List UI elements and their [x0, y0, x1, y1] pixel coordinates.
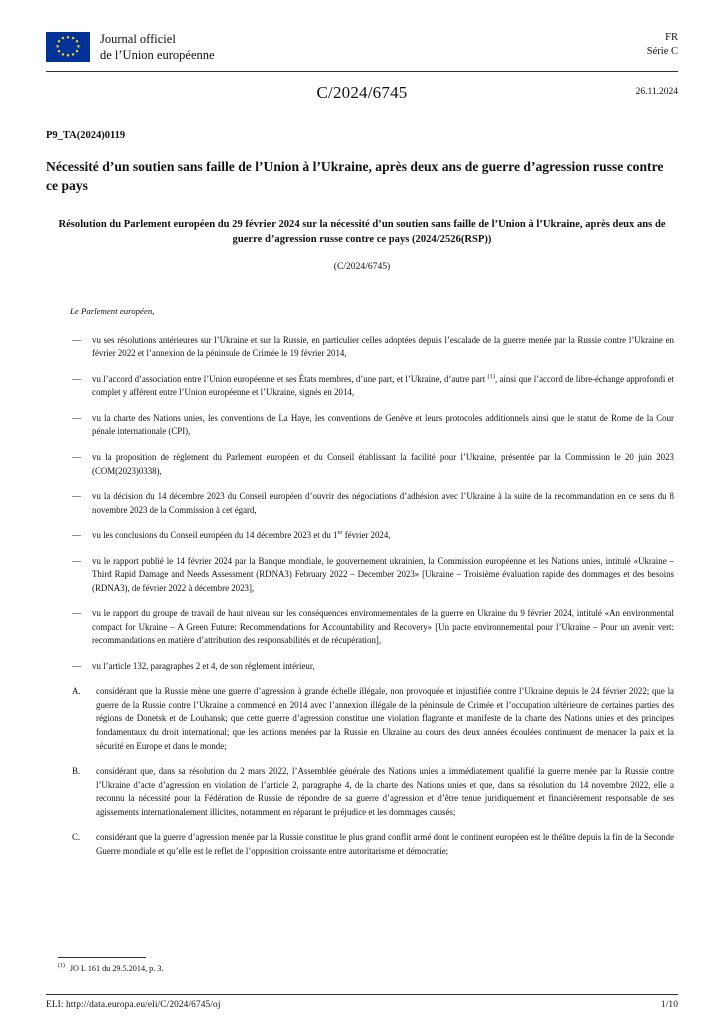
document-number: C/2024/6745 — [316, 82, 408, 102]
page-number: 1/10 — [660, 1000, 678, 1010]
recital-item — [70, 765, 674, 819]
recital-marker: A. — [72, 686, 81, 697]
citation-marker: — — [72, 412, 81, 423]
language-code: FR — [665, 32, 678, 43]
ordinal-suffix: er — [337, 529, 343, 537]
citation-item — [70, 529, 674, 543]
page-content — [46, 30, 678, 1014]
citation-item — [70, 555, 674, 596]
resolution-body — [46, 306, 678, 858]
page-footer — [46, 994, 678, 1010]
citation-item — [70, 334, 674, 361]
eu-flag-icon — [46, 32, 90, 62]
citation-text: vu la proposition de règlement du Parlement européen et du Conseil établissant la facilité pour l’Ukraine, présentée par la Commission le 20 juin 2023 (COM(2023)0338), — [92, 452, 674, 476]
masthead-divider — [46, 71, 678, 72]
recital-text: considérant que la guerre d’agression menée par la Russie constitue le plus grand conflit armé dont le continent européen est le théâtre depuis la fin de la Seconde Guerre mondiale et qu’elle est le reflet de l’opposition croissante entre autoritarisme et démocratie; — [96, 832, 674, 856]
citation-marker: — — [72, 660, 81, 671]
citation-text-part: , ainsi que l’accord de libre-échange approfondi et complet y afférent entre l’Union européenne et l’Ukraine, signés en 2014, — [92, 373, 675, 398]
citation-item — [70, 412, 674, 439]
body-intro: Le Parlement européen, — [70, 305, 155, 316]
footnote-area — [46, 957, 678, 974]
citation-item — [70, 451, 674, 478]
citation-marker: — — [72, 334, 81, 345]
citation-text: vu ses résolutions antérieures sur l’Ukraine et sur la Russie, en particulier celles adoptées depuis l’escalade de la guerre menée par la Russie contre l’Ukraine en février 2022 et l’annexion de la péninsule de Crimée le 19 février 2014, — [92, 334, 674, 359]
eli-link[interactable]: ELI: http://data.europa.eu/eli/C/2024/6745/oj — [46, 1000, 221, 1010]
masthead-title-line2: de l’Union européenne — [100, 48, 215, 63]
citation-marker: — — [72, 491, 81, 502]
citation-item — [70, 373, 674, 400]
recital-marker: B. — [72, 766, 81, 777]
masthead-title-line1: Journal officiel — [100, 32, 176, 46]
citation-text-part: février 2024, — [342, 530, 391, 541]
masthead-title — [100, 30, 215, 64]
citation-item — [70, 660, 674, 674]
resolution-reference: (C/2024/6745) — [333, 260, 391, 272]
footnote-text: JO L 161 du 29.5.2014, p. 3. — [69, 963, 164, 973]
masthead — [46, 30, 678, 64]
footer-divider — [46, 994, 678, 995]
citation-text-part: vu l’accord d’association entre l’Union européenne et ses États membres, d’une part, et l’Ukraine, d’autre part — [92, 373, 488, 384]
citation-text — [92, 529, 674, 543]
recital-text: considérant que, dans sa résolution du 2 mars 2022, l’Assemblée générale des Nations unies a immédiatement qualifié la guerre menée par la Russie contre l’Ukraine d’acte d’agression en violation de l’article 2, paragraphe 4, de la charte des Nations unies et que, dans sa résolution du 14 novembre 2022, elle a reconnu la nécessité pour la Fédération de Russie de répondre de sa guerre d’agression et d’être tenue juridiquement et financièrement responsable de ses agissements internationalement illicites, notamment en réparant le préjudice et les dommages causés; — [96, 766, 674, 817]
footnote-number: (1) — [58, 962, 65, 969]
citation-marker: — — [72, 530, 81, 541]
page-title: Nécessité d’un soutien sans faille de l’Union à l’Ukraine, après deux ans de guerre d’agression russe contre ce pays — [46, 158, 664, 193]
recital-item — [70, 831, 674, 858]
citation-marker: — — [72, 452, 81, 462]
citation-text: vu la charte des Nations unies, les conventions de La Haye, les conventions de Genève et leurs protocoles additionnels ainsi que le statut de Rome de la Cour pénale internationale (CPI), — [92, 412, 674, 437]
citation-text: vu la décision du 14 décembre 2023 du Conseil européen d’ouvrir des négociations d’adhésion avec l’Ukraine à la suite de la recommandation en ce sens du 8 novembre 2023 de la Commission à cet égard, — [92, 491, 674, 515]
series-label: Série C — [646, 46, 678, 58]
footnote-divider — [58, 957, 146, 958]
document-number-row — [46, 83, 678, 105]
citation-marker: — — [72, 373, 81, 384]
citation-text-part: vu les conclusions du Conseil européen du 14 décembre 2023 et du 1 — [92, 530, 338, 541]
citation-item — [70, 607, 674, 648]
citation-marker: — — [72, 608, 81, 619]
masthead-left — [46, 30, 215, 64]
citation-text — [92, 373, 674, 400]
citation-item — [70, 490, 674, 517]
citation-text: vu l’article 132, paragraphes 2 et 4, de son règlement intérieur, — [92, 660, 315, 671]
recital-marker: C. — [72, 832, 81, 843]
adopted-text-reference: P9_TA(2024)0119 — [46, 129, 126, 141]
citation-marker: — — [72, 555, 81, 566]
citation-text: vu le rapport publié le 14 février 2024 par la Banque mondiale, le gouvernement ukrainien, la Commission européenne et les Nations unies, intitulé «Ukraine – Third Rapid Damage and Needs Assessment (RDNA3) February 2022 – December 2023» [Ukraine – Troisième évaluation rapide des dommages et des besoins (RDNA3), de février 2022 à décembre 2023], — [92, 555, 674, 593]
resolution-subtitle: Résolution du Parlement européen du 29 février 2024 sur la nécessité d’un soutien sans faille de l’Union à l’Ukraine, après deux ans de guerre d’agression russe contre ce pays (2024/2526(RSP)) — [58, 219, 666, 246]
citation-text: vu le rapport du groupe de travail de haut niveau sur les conséquences environnementales de la guerre en Ukraine du 9 février 2024, intitulé «An environmental compact for Ukraine – A Green Future: Recommendations for Accountability and Recovery» [Un pacte environnemental pour l’Ukraine – Pour un avenir vert: recommandations en matière d’attribution des responsabilités et de récupération], — [92, 608, 674, 646]
document-date: 26.11.2024 — [635, 86, 678, 97]
footnote-marker[interactable]: (1) — [487, 372, 495, 380]
masthead-right — [647, 30, 678, 59]
recital-text: considérant que la Russie mène une guerre d’agression à grande échelle illégale, non provoquée et injustifiée contre l’Ukraine depuis le 24 février 2022; que la guerre de la Russie contre l’Ukraine a commencé en 2014 avec l’annexion illégale de la péninsule de Crimée et l’occupation ultérieure de certaines parties des régions de Donetsk et de Louhansk; que cette guerre d’agression constitue une violation flagrante et manifeste de la charte des Nations unies et des principes fondamentaux du droit international; que les actions menées par la Russie en Ukraine au cours des deux années écoulées continuent de menacer la paix et la sécurité en Europe et dans le monde; — [96, 686, 674, 751]
footnote-item — [46, 963, 678, 974]
recital-item — [70, 685, 674, 753]
footer-row — [46, 1000, 678, 1010]
